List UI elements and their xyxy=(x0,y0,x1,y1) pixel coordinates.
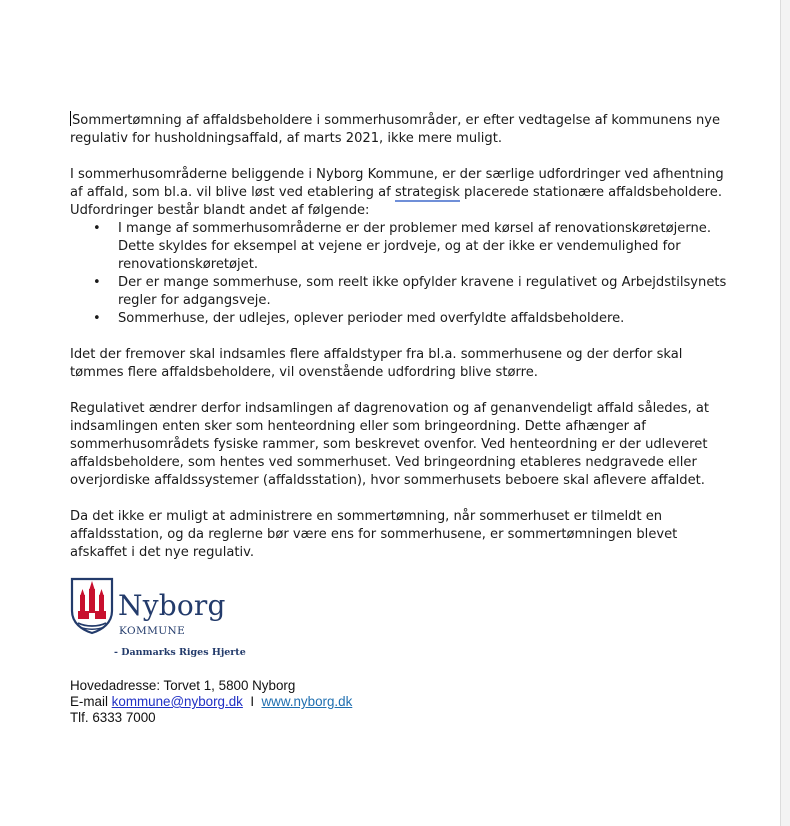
paragraph-2: I sommerhusområderne beliggende i Nyborg Kommune, er der særlige udfordringer ved afhentning af affald, som bl.a. vil blive løst ved etablering af strategisk placerede stationære affaldsbeholdere. xyxy=(70,167,724,200)
spellcheck-word[interactable]: strategisk xyxy=(394,185,460,200)
bullet-icon: • xyxy=(93,275,101,290)
paragraph-3: Idet der fremover skal indsamles flere affaldstyper fra bl.a. sommerhusene og der derfor skal tømmes flere affaldsbeholdere, vil ovenstående udfordring blive større. xyxy=(70,347,683,380)
list-item: • I mange af sommerhusområderne er der problemer med kørsel af renovationskøretøjerne. Dette skyldes for eksempel at vejene er jordveje, og at der ikke er vendemulighed for renovationskøretøjet. xyxy=(93,221,712,272)
logo-tagline: - Danmarks Riges Hjerte xyxy=(114,647,246,658)
nyborg-logo xyxy=(70,577,270,662)
logo-name: Nyborg xyxy=(118,589,226,622)
list-item: • Der er mange sommerhuse, som reelt ikke opfylder kravene i regulativet og Arbejdstilsynets regler for adgangsveje. xyxy=(93,275,727,308)
bullet-icon: • xyxy=(93,311,101,326)
paragraph-1 xyxy=(70,111,730,148)
logo-subtitle: KOMMUNE xyxy=(119,625,186,637)
paragraph-1-text: Sommertømning af affaldsbeholdere i sommerhusområder, er efter vedtagelse af kommunens nye regulativ for husholdningsaffald, af marts 2021, ikke mere muligt. xyxy=(70,113,721,146)
contact-block xyxy=(70,678,352,726)
nyborg-coat-of-arms-icon xyxy=(70,577,114,635)
list-item: • Sommerhuse, der udlejes, oplever perioder med overfyldte affaldsbeholdere. xyxy=(93,311,625,326)
email-link[interactable]: kommune@nyborg.dk xyxy=(111,694,243,709)
challenges-list xyxy=(70,220,730,328)
text-cursor xyxy=(70,111,71,126)
website-link[interactable]: www.nyborg.dk xyxy=(261,694,353,709)
bullet-icon: • xyxy=(93,221,101,236)
paragraph-5: Da det ikke er muligt at administrere en sommertømning, når sommerhuset er tilmeldt en affaldsstation, og da reglerne bør være ens for sommerhusene, er sommertømningen blevet afskaffet i det nye regulativ. xyxy=(70,509,678,560)
page-edge xyxy=(780,0,790,826)
contact-email-line: E-mail kommune@nyborg.dk I www.nyborg.dk xyxy=(70,694,353,709)
document-body[interactable] xyxy=(70,111,730,562)
contact-address: Hovedadresse: Torvet 1, 5800 Nyborg xyxy=(70,678,296,693)
contact-phone: Tlf. 6333 7000 xyxy=(70,710,156,725)
paragraph-4: Regulativet ændrer derfor indsamlingen af dagrenovation og af genanvendeligt affald således, at indsamlingen enten sker som henteordning eller som bringeordning. Dette afhænger af sommerhusområdets fysiske rammer, som beskrevet ovenfor. Ved henteordning er der udleveret affaldsbeholdere, som hentes ved sommerhuset. Ved bringeordning etableres nedgravede eller overjordiske affaldssystemer (affaldsstation), hvor sommerhusets beboere skal aflevere affaldet. xyxy=(70,401,709,488)
paragraph-2-line2: Udfordringer består blandt andet af følgende: xyxy=(70,203,370,218)
